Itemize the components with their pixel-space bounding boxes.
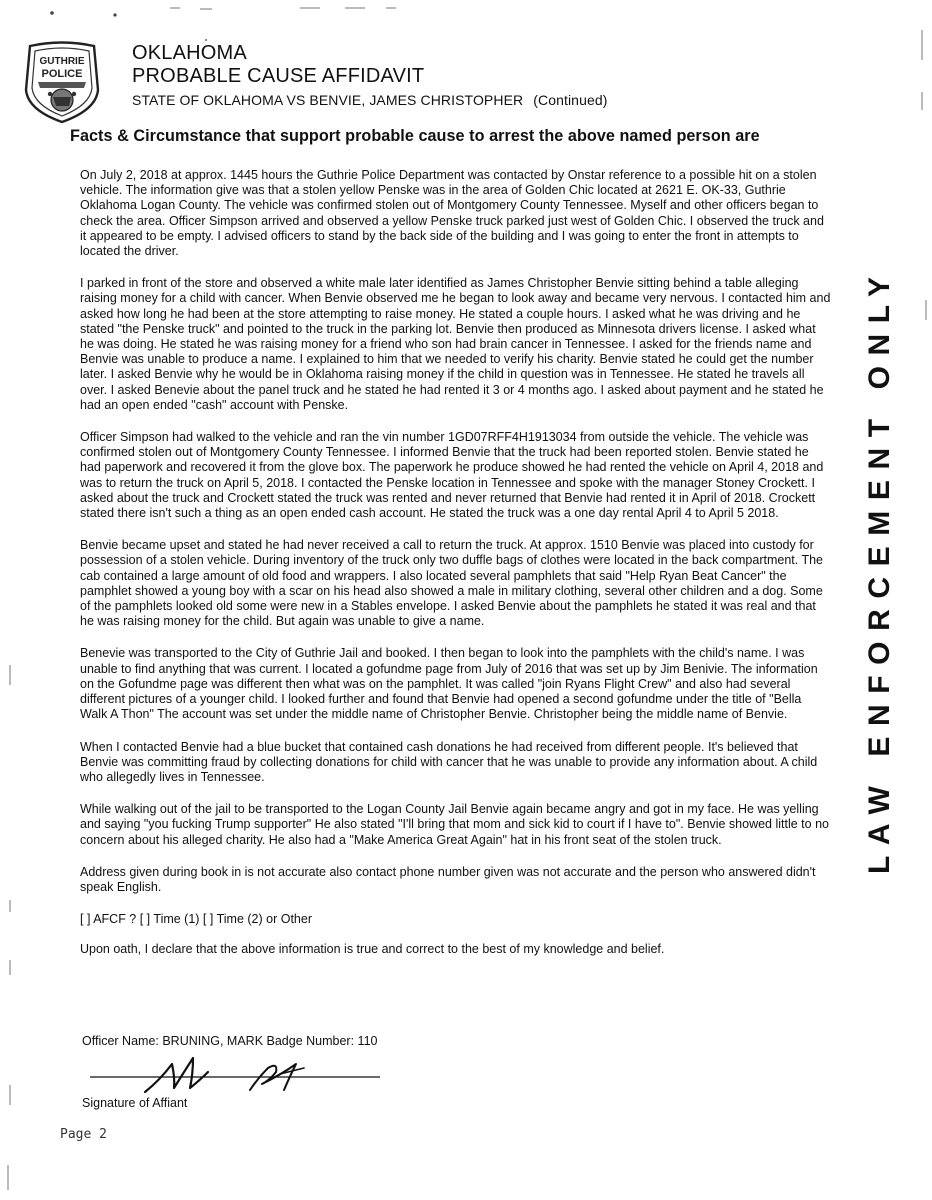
paragraph-cash-donations: When I contacted Benvie had a blue bucket that contained cash donations he had received from different people. It's believed that Benvie was committing fraud by collecting donations for child with cancer that he was unable to provide any information about. A child who allegedly lives in Tennessee. <box>80 739 818 784</box>
case-caption: STATE OF OKLAHOMA VS BENVIE, JAMES CHRISTOPHER <box>132 92 524 108</box>
svg-text:POLICE: POLICE <box>41 68 83 80</box>
side-banner-wrap <box>858 266 902 874</box>
paragraph-gofundme: Benevie was transported to the City of Guthrie Jail and booked. I then began to look into the pamphlets with the child's name. I was unable to find anything that was current. I located a gofundme page from July of 2016 that was set up by Jim Benivie. The information on the Gofundme page was different then what was on the pamphlet. It was called "join Ryans Flight Crew" and also had several different pictures of a younger child. I looked further and found that Benvie had opened a second gofundme under the title of "Bella Walk A Thon" The account was set under the middle name of Christopher Benvie. Christopher being the middle name of Benvie. <box>80 646 818 722</box>
page-number: Page 2 <box>60 1127 107 1142</box>
officer-name-badge: Officer Name: BRUNING, MARK Badge Number: 110 <box>82 1034 378 1048</box>
signature-handwritten <box>90 1050 390 1094</box>
paragraph-address: Address given during book in is not accurate also contact phone number given was not accurate and the person who answered didn't speak English. <box>80 864 816 894</box>
paragraph-benvie-contact: I parked in front of the store and observed a white male later identified as James Christopher Benvie sitting behind a table alleging raising money for a child with cancer. When Benvie observed me he began to look away and became very nervous. I contacted him and asked how long he had been at the store attempting to raise money. He stated a couple hours. I asked what he was driving and he stated "the Penske truck" and pointed to the truck in the parking lot. Benvie then produced as Minnesota drivers license. I asked what he was doing. He stated he was raising money for a friend who son had brain cancer in Tennessee. I asked for the friends name and Benvie was unable to produce a name. I explained to him that we needed to verify his charity. Benvie stated he could get the number later. I asked Benvie why he would be in Oklahoma raising money if the child in question was in Tennessee. He stated he travels all over. I asked Benevie about the panel truck and he stated he had rented it 3 or 4 months ago. I asked about payment and he stated he had an open ended "cash" account with Penske. <box>80 276 831 412</box>
document-header <box>20 36 740 126</box>
paragraph-jail-transport: While walking out of the jail to be transported to the Logan County Jail Benvie again became angry and got in my face. He was yelling and saying "you fucking Trump supporter" He also stated "I'll bring that mom and sick kid to court if I have to". Benvie showed little to no concern about his alleged charity. He also had a "Make America Great Again" hat in his front seat of the stolen truck. <box>80 802 829 847</box>
paragraph-custody-inventory: Benvie became upset and stated he had never received a call to return the truck. At approx. 1510 Benvie was placed into custody for possession of a stolen vehicle. During inventory of the truck only two duffle bags of clothes were located in the back compartment. The cab contained a large amount of old food and wrappers. I also located several pamphlets that said "Help Ryan Beat Cancer" the pamphlet showed a young boy with a scar on his head also showed a male in military clothing, several other children and a dog. Some of the pamphlets looked old some were new in a Stables envelope. I asked Benvie about the pamphlets he stated it was real and that he was raising money for the child. But again was unable to give a name. <box>80 538 823 629</box>
svg-text:GUTHRIE: GUTHRIE <box>39 56 85 67</box>
law-enforcement-only-banner: LAW ENFORCEMENT ONLY <box>863 266 896 874</box>
signature-label: Signature of Affiant <box>82 1096 188 1110</box>
state-title: OKLAHOMA <box>132 42 247 64</box>
paragraph-stolen-vehicle-report: On July 2, 2018 at approx. 1445 hours the Guthrie Police Department was contacted by Onstar reference to a possible hit on a stolen vehicle. The information give was that a stolen yellow Penske was in the area of Golden Chic located at 2621 E. OK-33, Guthrie Oklahoma Logan County. The vehicle was confirmed stolen out of Montgomery County Tennessee. Myself and other officers began to check the area. Officer Simpson arrived and observed a yellow Penske truck parked just west of Golden Chic. I observed the truck and it appeared to be empty. I advised officers to stand by the back side of the building and I was going to enter the front in attempts to located the driver. <box>80 168 824 259</box>
afcf-checkbox-line: [ ] AFCF ? [ ] Time (1) [ ] Time (2) or Other <box>80 912 312 927</box>
section-heading: Facts & Circumstance that support probable cause to arrest the above named person are <box>70 127 760 145</box>
police-badge-logo <box>20 40 104 124</box>
case-caption-line <box>132 92 608 108</box>
paragraph-vin-check: Officer Simpson had walked to the vehicle and ran the vin number 1GD07RFF4H1913034 from outside the vehicle. The vehicle was confirmed stolen out of Montgomery County Tennessee. I informed Benvie that the truck had been reported stolen. Benvie stated he had paperwork and recovered it from the glove box. The paperwork he produce showed he had rented the vehicle on April 4, 2018 and was to return the truck on April 5, 2018. I contacted the Penske location in Tennessee and spoke with the manager Stoney Crockett. I asked about the truck and Crockett stated the truck was rented and never returned that Benvie had rented it in April of 2018. Crockett stated there isn't such a thing as an open ended cash account. He stated the truck was a one day rental April 4 to April 5 2018. <box>80 430 824 521</box>
oath-statement: Upon oath, I declare that the above information is true and correct to the best of my knowledge and belief. <box>80 942 665 957</box>
affidavit-body <box>80 168 832 975</box>
document-title: PROBABLE CAUSE AFFIDAVIT <box>132 65 425 87</box>
continued-label: (Continued) <box>533 92 608 108</box>
